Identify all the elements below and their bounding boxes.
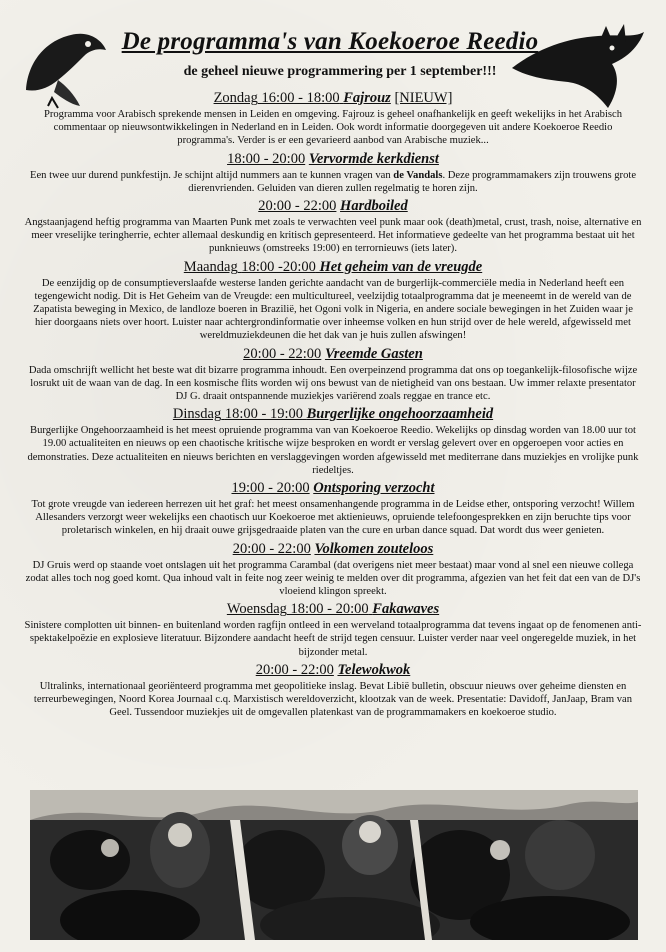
program-description: Ultralinks, internationaal georiënteerd programma met geopolitieke inslag. Bevat Libië bulletin, obscuur nieuws over geheime diensten en terreurbewegingen, Noord Korea Journaal c.q. Marxistisch wereldoverzicht, klootzak van de week. Presentatie: Davidoff, JanJaap, Bram van Geel. Tussendoor muziekjes uit de omgevallen platenkast van de programmamakers en koekoeroe studio. <box>33 680 633 719</box>
description-part: . Deze programmamakers zijn trouwens grote dierenvrienden. Geluiden van dieren zullen regelmatig te horen zijn. <box>188 169 637 194</box>
program-heading <box>24 90 642 107</box>
program-heading <box>24 541 642 558</box>
program-heading <box>24 601 642 618</box>
program-description: Dada omschrijft wellicht het beste wat dit bizarre programma inhoudt. Een overpeinzend programma dat ons op toegankelijk-filosofische wijze losrukt uit de waan van de dag. In een kosmische flits worden wij ons bewust van de nietigheid van ons bestaan. Uw immer relaxte presentator DJ G. draait ontspannende muziekjes variërend zoals reggae en trance etc. <box>28 364 638 403</box>
program-time: 20:00 - 22:00 <box>255 661 334 678</box>
program-name: Fakawaves <box>372 601 440 618</box>
program-ontsporing-verzocht <box>24 480 642 538</box>
program-description: DJ Gruis werd op staande voet ontslagen uit het programma Carambal (dat overigens niet meer bestaat) maar vond al snel een nieuwe collega zodat alles toch nog goed komt. Qua inhoud valt in feite nog zeer weinig te melden over dit programma, afgezien van het feit dat een van de DJ's vloeiend klingon spreekt. <box>25 559 641 598</box>
program-name: Ontsporing verzocht <box>313 480 435 497</box>
program-day: Woensdag <box>226 601 287 618</box>
program-heading <box>24 662 642 679</box>
program-het-geheim-van-de-vreugde <box>24 259 642 343</box>
program-time: 20:00 - 22:00 <box>232 540 311 557</box>
band-name: de Vandals <box>393 169 443 181</box>
program-description: Sinistere complotten uit binnen- en buitenland worden ragfijn ontleed in een werveland totaalprogramma dat tevens ingaat op de fenomenen anti-spektakelpoëzie en explosieve literatuur. Bijzondere aandacht heeft de strijd tegen censuur. Luister verder naar veel ongeregelde muziek, in het bijzonder metal. <box>24 620 642 658</box>
page-title: De programma's van Koekoeroe Reedio <box>121 28 539 55</box>
page-subtitle: de geheel nieuwe programmering per 1 september!!! <box>183 64 497 79</box>
program-heading <box>24 198 642 215</box>
program-description: Tot grote vreugde van iedereen herrezen uit het graf: het meest onsamenhangende programma in de Leidse ether, ontsporing verzocht! Willem Allesanders verzorgt weer wekelijks een chaotisch uur Koekoeroe met aktienieuws, opruiende telefoongesprekken en zijn beruchte tips voor proletarisch winkelen, en hij draait ouwe grijsgedraaide platen van the cure en urban dance squad. Dat wordt dus weer genieten. <box>31 499 635 537</box>
program-list <box>24 90 642 723</box>
program-name: Vreemde Gasten <box>324 345 423 362</box>
program-heading <box>24 406 642 423</box>
program-name: Hardboiled <box>340 198 408 215</box>
program-fakawaves <box>24 601 642 659</box>
program-time: 20:00 - 22:00 <box>258 198 337 215</box>
program-description: Burgerlijke Ongehoorzaamheid is het meest opruiende programma van van Koekoeroe Reedio. Wekelijks op dinsdag worden van 18.00 uur tot 19.00 actualiteiten en nieuws op een chaotische kritische wijze besproken en wordt er verslag gelevert over en opgeroepen voor acties en demonstraties. Deze actualiteiten en nieuws berichten en verslaggevingen worden afgewisseld met mediterrane dans muziekjes en vrolijke punk riedeltjes. <box>27 425 639 476</box>
program-heading <box>24 259 642 276</box>
program-heading <box>24 480 642 497</box>
program-volkomen-zouteloos <box>24 541 642 599</box>
program-name: Telewokwok <box>337 661 411 678</box>
program-time: 18:00 - 20:00 <box>227 150 306 167</box>
program-fajrouz <box>24 90 642 148</box>
description-part: Een twee uur durend punkfestijn. Je schijnt altijd nummers aan te kunnen vragen van <box>29 169 394 181</box>
new-badge: [NIEUW] <box>394 90 453 106</box>
crowd-photo <box>30 790 638 940</box>
program-vervormde-kerkdienst <box>24 151 642 195</box>
program-heading <box>24 151 642 168</box>
program-day: Dinsdag <box>172 406 222 423</box>
program-time: 16:00 - 18:00 <box>261 90 340 106</box>
program-name: Burgerlijke ongehoorzaamheid <box>306 406 494 423</box>
program-time: 20:00 - 22:00 <box>243 345 322 362</box>
program-time: 18:00 - 20:00 <box>290 601 369 618</box>
program-vreemde-gasten <box>24 346 642 404</box>
program-name: Vervormde kerkdienst <box>308 150 439 167</box>
program-time: 19:00 - 20:00 <box>231 480 310 497</box>
program-burgerlijke-ongehoorzaamheid <box>24 406 642 477</box>
program-time: 18:00 - 19:00 <box>224 406 303 423</box>
program-name: Volkomen zouteloos <box>314 540 434 557</box>
program-hardboiled <box>24 198 642 256</box>
program-description <box>24 169 642 195</box>
program-day: Zondag <box>213 90 258 106</box>
program-description: De eenzijdig op de consumptieverslaafde westerse landen gerichte aandacht van de burgerlijk-commerciële media in Nederland heeft een tegengewicht nodig. Dit is Het Geheim van de Vreugde: een multicultureel, veelzijdig totaalprogramma dat je meeneemt in de wereld van de Zapatista beweging in Mexico, de landloze boeren in Brazilië, het Ogoni volk in Nigeria, en andere sociale bewegingen in het Zuiden waar je hier doorgaans niets over hoort. Luister naar achtergrondinformatie over inheemse volken en hun strijd over de hele wereld, afgewisseld met wereldmuziekdeunen die het dak van je huis zullen afswingen! <box>33 277 633 342</box>
program-description: Angstaanjagend heftig programma van Maarten Punk met zoals te verwachten veel punk maar ook (death)metal, crust, trash, noise, alternative en meer vreselijke teringherrie, echter allemaal deskundig en kritisch gepresenteerd. Het informatieve gedeelte van het programma bestaat uit het punknieuws (omstreeks 19:00) en terrornieuws (iets later). <box>24 217 642 255</box>
program-telewokwok <box>24 662 642 720</box>
program-day: Maandag <box>183 258 238 275</box>
program-name: Het geheim van de vreugde <box>319 258 483 275</box>
program-time: 18:00 -20:00 <box>241 258 316 275</box>
program-heading <box>24 346 642 363</box>
program-name: Fajrouz <box>343 90 391 106</box>
program-description: Programma voor Arabisch sprekende mensen in Leiden en omgeving. Fajrouz is geheel onafhankelijk en geeft wekelijks in het Arabisch commentaar op nieuwsontwikkelingen in Nederland en in Leiden. Ook wordt informatie doorgegeven uit andere Koekoeroe Reedio programma's. Verder is er een gevarieerd aanbod van Arabische muziek... <box>43 109 623 147</box>
